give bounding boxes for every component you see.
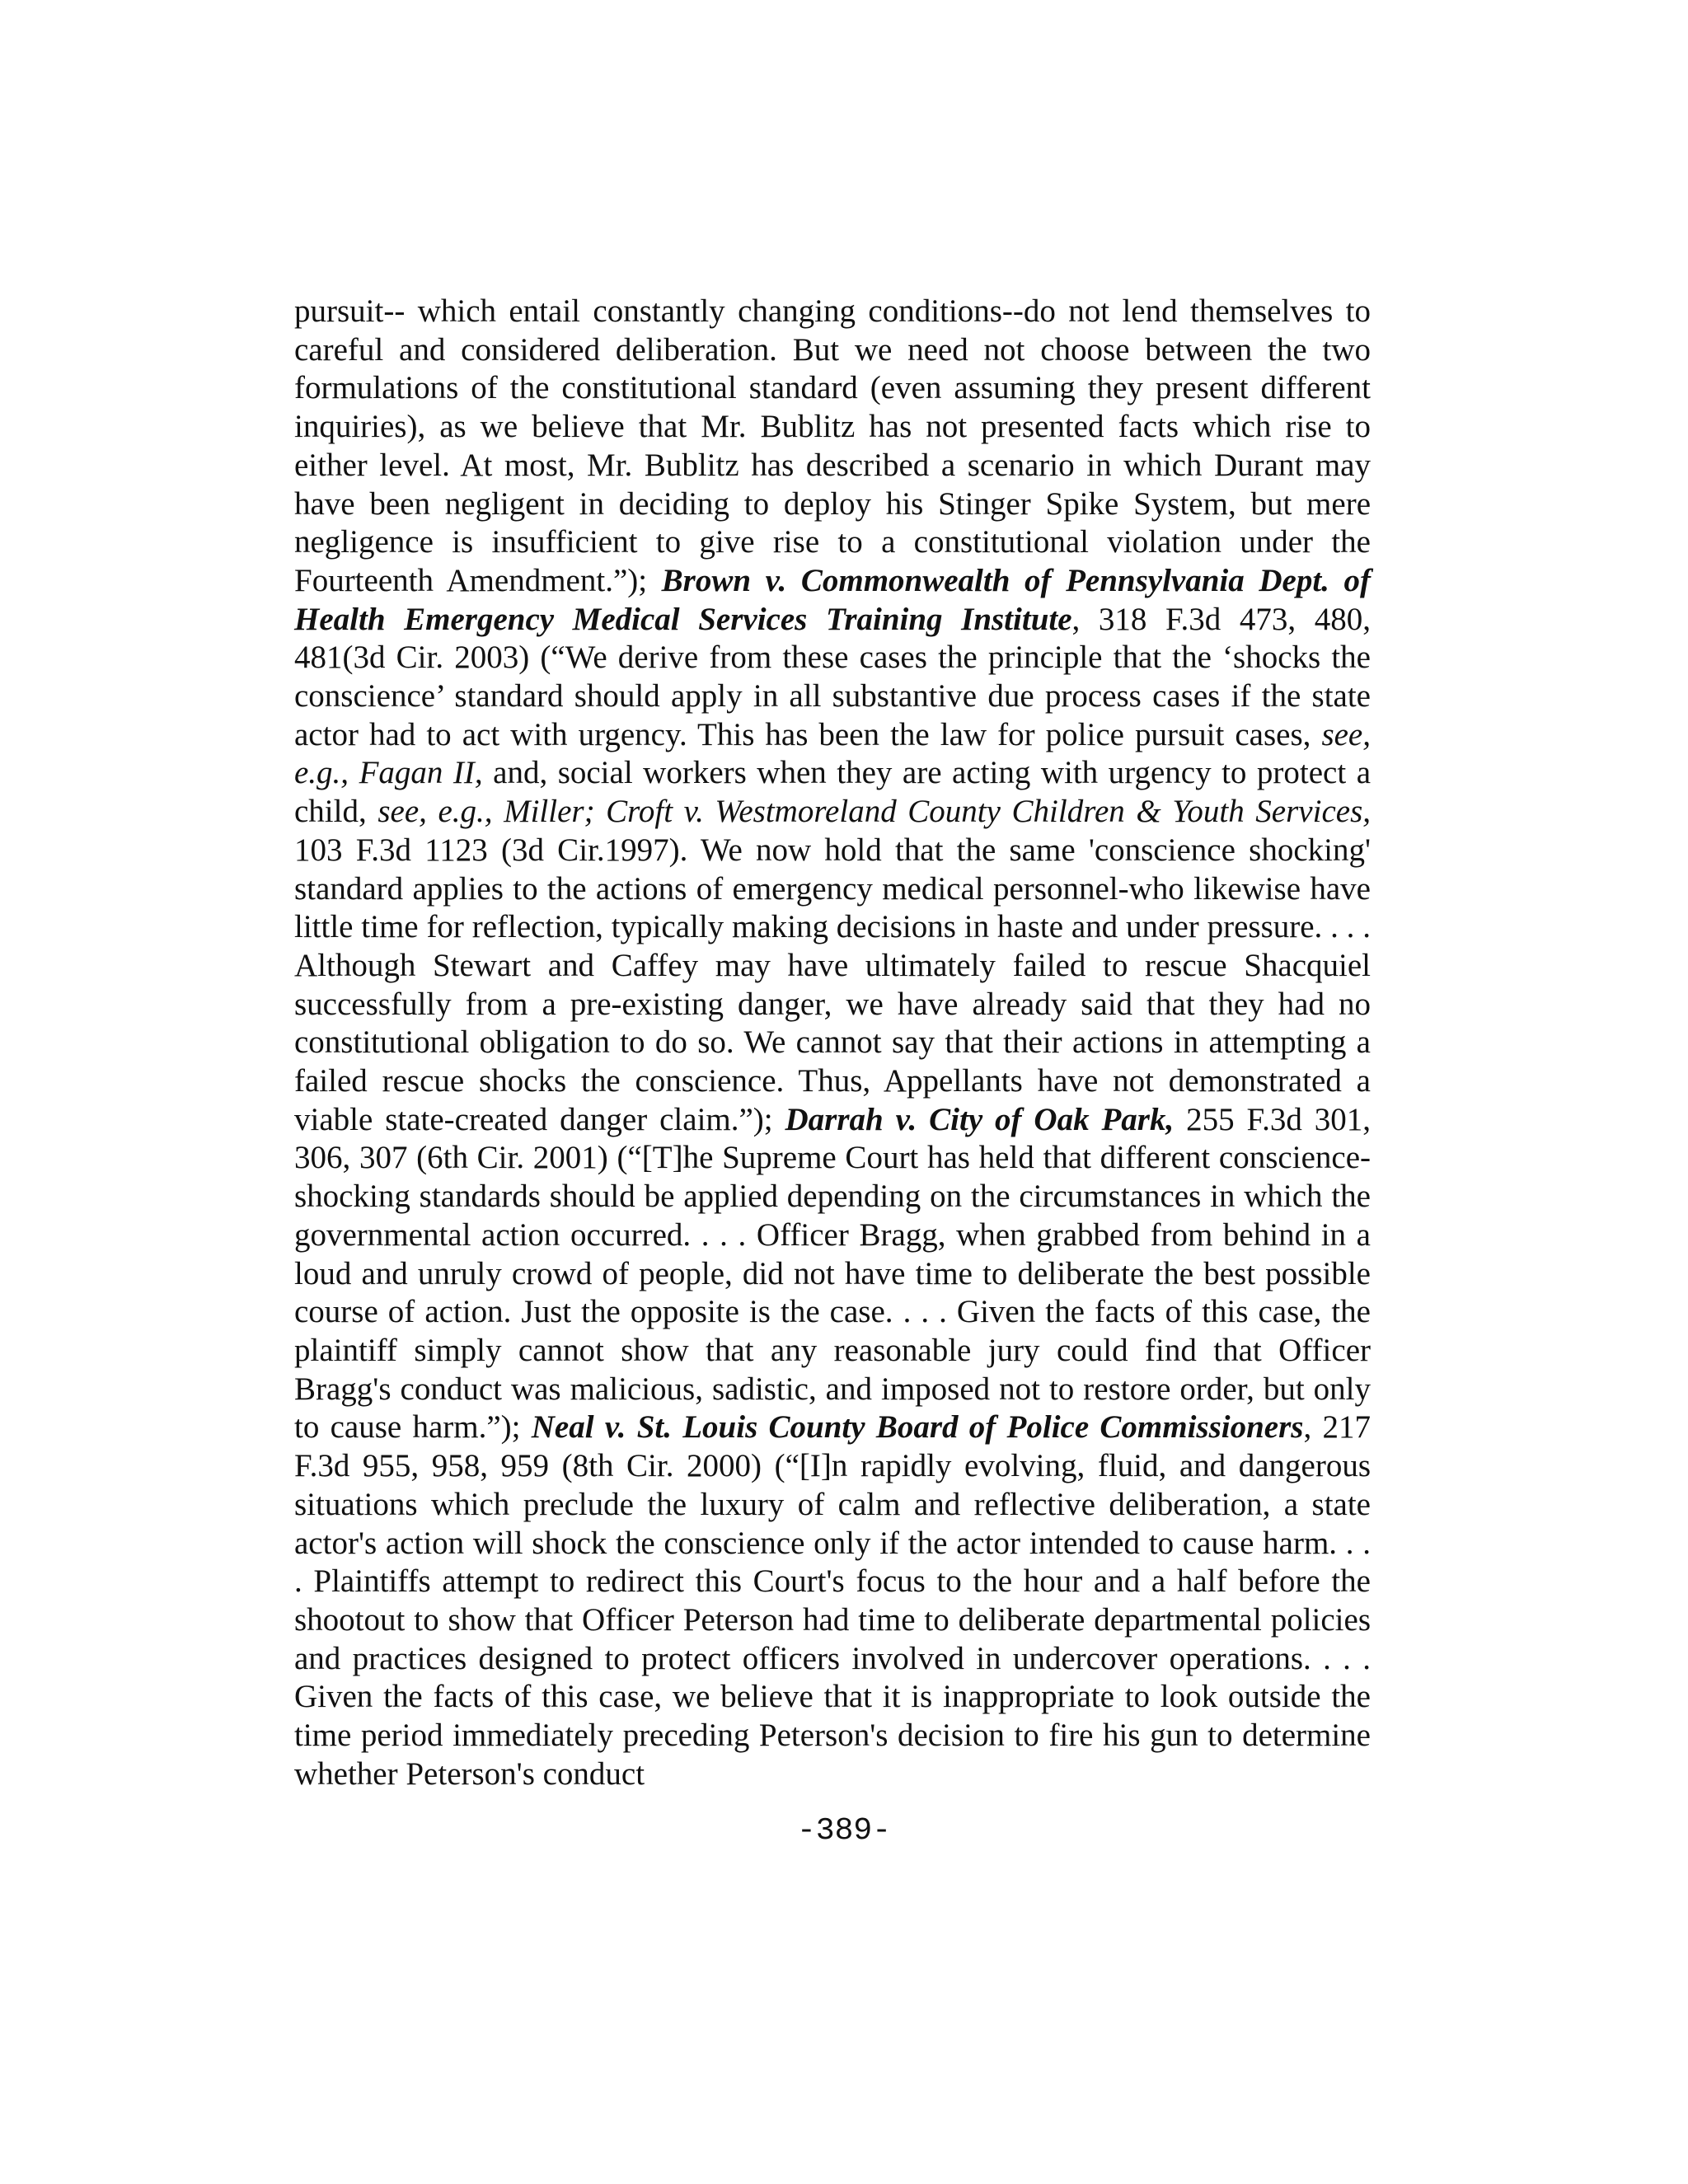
text-segment: , 318 F.3d 473, 480, 481(3d Cir. 2003) (“We derive from these cases the principle that the ‘shocks the conscience’ standard should apply in all substantive due process cases if the state actor had to act with urgency. This has been the law for police pursuit cases, <box>294 601 1371 752</box>
body-paragraph <box>294 293 1371 1793</box>
italic-signal: see, e.g., Miller; Croft v. Westmoreland County Children & Youth Services, <box>377 794 1371 830</box>
case-citation: Brown v. Commonwealth of Pennsylvania Dept. of Health Emergency Medical Services Training Institute <box>294 562 1371 637</box>
italic-signal: see, e.g., Fagan II, <box>294 716 1371 791</box>
text-segment: and, social workers when they are acting with urgency to protect a child, <box>294 755 1372 830</box>
text-segment: 255 F.3d 301, 306, 307 (6th Cir. 2001) (“[T]he Supreme Court has held that different conscience-shocking standards should be applied depending on the circumstances in which the governmental action occurred. . . . Officer Bragg, when grabbed from behind in a loud and unruly crowd of people, did not have time to deliberate the best possible course of action. Just the opposite is the case. . . . Given the facts of this case, the plaintiff simply cannot show that any reasonable jury could find that Officer Bragg's conduct was malicious, sadistic, and imposed not to restore order, but only to cause harm.”); <box>294 1101 1371 1446</box>
case-citation: Neal v. St. Louis County Board of Police Commissioners <box>531 1409 1304 1446</box>
text-segment: pursuit-- which entail constantly changing conditions--do not lend themselves to careful and considered deliberation. But we need not choose between the two formulations of the constitutional standard (even assuming they present different inquiries), as we believe that Mr. Bublitz has not presented facts which rise to either level. At most, Mr. Bublitz has described a scenario in which Durant may have been negligent in deciding to deploy his Stinger Spike System, but mere negligence is insufficient to give rise to a constitutional violation under the Fourteenth Amendment.”); <box>294 293 1371 598</box>
page-number: -389- <box>796 1813 892 1849</box>
text-segment: , 217 F.3d 955, 958, 959 (8th Cir. 2000) (“[I]n rapidly evolving, fluid, and dangerous situations which preclude the luxury of calm and reflective deliberation, a state actor's action will shock the conscience only if the actor intended to cause harm. . . . Plaintiffs attempt to redirect this Court's focus to the hour and a half before the shootout to show that Officer Peterson had time to deliberate departmental policies and practices designed to protect officers involved in undercover operations. . . . Given the facts of this case, we believe that it is inappropriate to look outside the time period immediately preceding Peterson's decision to fire his gun to determine whether Peterson's conduct <box>294 1409 1371 1792</box>
text-segment: 103 F.3d 1123 (3d Cir.1997). We now hold that the same 'conscience shocking' standard applies to the actions of emergency medical personnel-who likewise have little time for reflection, typically making decisions in haste and under pressure. . . . Although Stewart and Caffey may have ultimately failed to rescue Shacquiel successfully from a pre-existing danger, we have already said that they had no constitutional obligation to do so. We cannot say that their actions in attempting a failed rescue shocks the conscience. Thus, Appellants have not demonstrated a viable state-created danger claim.”); <box>294 832 1371 1137</box>
case-citation: Darrah v. City of Oak Park, <box>785 1101 1175 1137</box>
